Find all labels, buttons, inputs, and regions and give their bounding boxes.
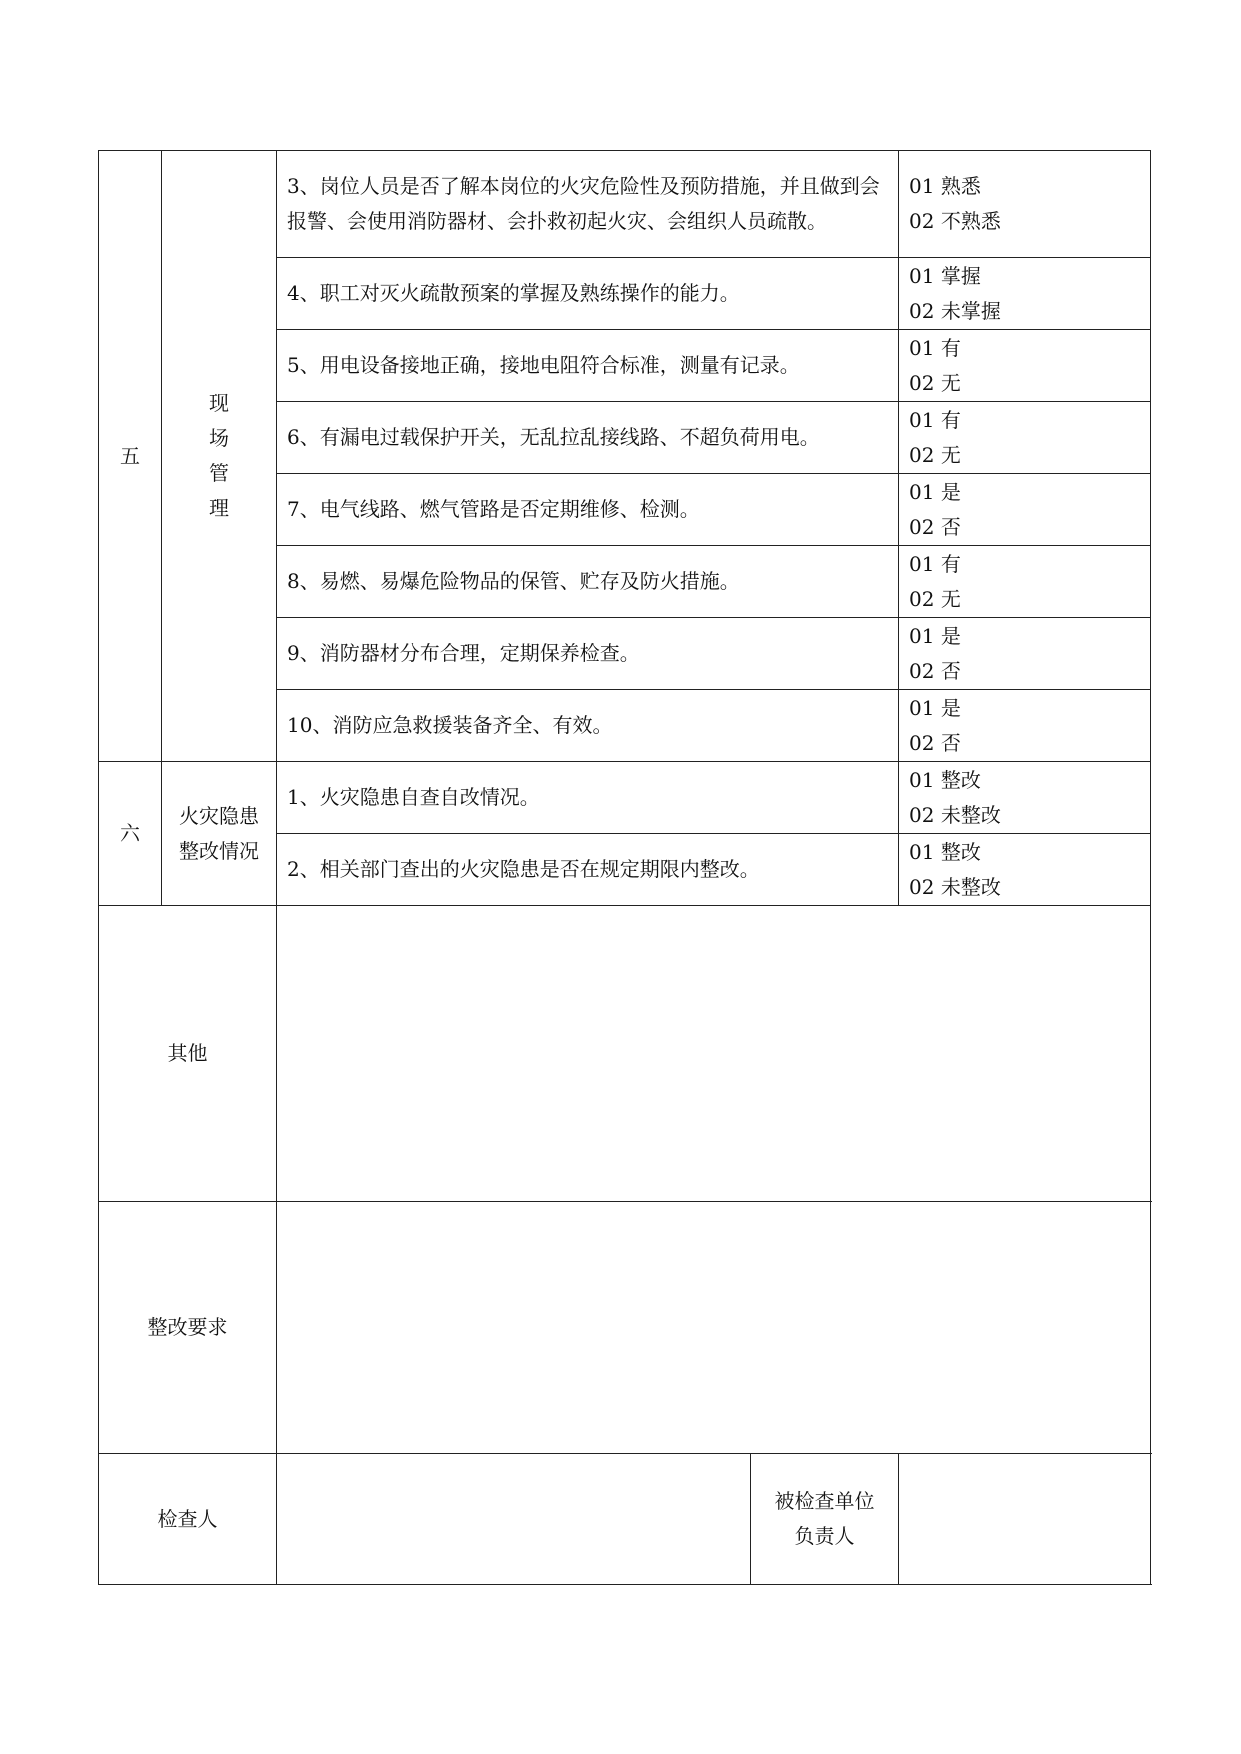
option: 02 不熟悉 — [909, 209, 1001, 233]
other-field[interactable] — [277, 906, 1151, 1202]
inspected-unit-label — [751, 1454, 899, 1585]
option-cell — [899, 151, 1151, 258]
category-char: 现 — [209, 391, 229, 415]
option: 02 未整改 — [909, 802, 1001, 827]
option-cell — [899, 618, 1151, 690]
option-cell — [899, 546, 1151, 618]
section-category — [162, 151, 277, 762]
inspected-unit-signature-field[interactable] — [899, 1454, 1151, 1585]
check-item: 4、职工对灭火疏散预案的掌握及熟练操作的能力。 — [277, 258, 899, 330]
section-category — [162, 762, 277, 906]
check-item: 3、岗位人员是否了解本岗位的火灾危险性及预防措施，并且做到会报警、会使用消防器材、会扑救初起火灾、会组织人员疏散。 — [277, 151, 899, 258]
option: 02 无 — [909, 370, 961, 395]
category-char: 理 — [209, 496, 229, 520]
section-number: 六 — [99, 762, 162, 906]
option: 01 熟悉 — [909, 174, 981, 198]
option-cell — [899, 474, 1151, 546]
check-item: 1、火灾隐患自查自改情况。 — [277, 762, 899, 834]
section-number: 五 — [99, 151, 162, 762]
other-label: 其他 — [99, 906, 277, 1202]
option: 01 有 — [909, 407, 961, 432]
option: 01 有 — [909, 335, 961, 360]
option: 02 否 — [909, 514, 961, 539]
check-item: 7、电气线路、燃气管路是否定期维修、检测。 — [277, 474, 899, 546]
check-item: 2、相关部门查出的火灾隐患是否在规定期限内整改。 — [277, 834, 899, 906]
inspected-unit-line: 负责人 — [794, 1524, 855, 1548]
option-cell — [899, 258, 1151, 330]
option: 01 是 — [909, 479, 961, 504]
check-item: 5、用电设备接地正确，接地电阻符合标准，测量有记录。 — [277, 330, 899, 402]
check-item: 9、消防器材分布合理，定期保养检查。 — [277, 618, 899, 690]
option-cell — [899, 762, 1151, 834]
option: 01 是 — [909, 623, 961, 648]
option-cell — [899, 690, 1151, 762]
option-cell — [899, 402, 1151, 474]
check-item: 10、消防应急救援装备齐全、有效。 — [277, 690, 899, 762]
option: 01 是 — [909, 695, 961, 720]
option: 01 整改 — [909, 839, 981, 864]
option: 02 否 — [909, 730, 961, 755]
category-char: 管 — [209, 461, 229, 485]
category-line: 火灾隐患 — [179, 803, 259, 828]
option: 02 未整改 — [909, 874, 1001, 899]
category-line: 整改情况 — [179, 838, 259, 863]
option-cell — [899, 834, 1151, 906]
check-item: 6、有漏电过载保护开关，无乱拉乱接线路、不超负荷用电。 — [277, 402, 899, 474]
option: 02 无 — [909, 442, 961, 467]
option: 01 整改 — [909, 767, 981, 792]
fire-inspection-form — [98, 150, 1151, 1585]
inspected-unit-line: 被检查单位 — [774, 1489, 875, 1513]
option: 02 否 — [909, 658, 961, 683]
option: 01 有 — [909, 551, 961, 576]
option: 02 无 — [909, 586, 961, 611]
option: 01 掌握 — [909, 263, 981, 288]
option-cell — [899, 330, 1151, 402]
inspector-label: 检查人 — [99, 1454, 277, 1585]
rectification-label: 整改要求 — [99, 1202, 277, 1454]
category-char: 场 — [209, 426, 229, 450]
inspector-signature-field[interactable] — [277, 1454, 751, 1585]
check-item: 8、易燃、易爆危险物品的保管、贮存及防火措施。 — [277, 546, 899, 618]
option: 02 未掌握 — [909, 298, 1001, 323]
rectification-field[interactable] — [277, 1202, 1151, 1454]
